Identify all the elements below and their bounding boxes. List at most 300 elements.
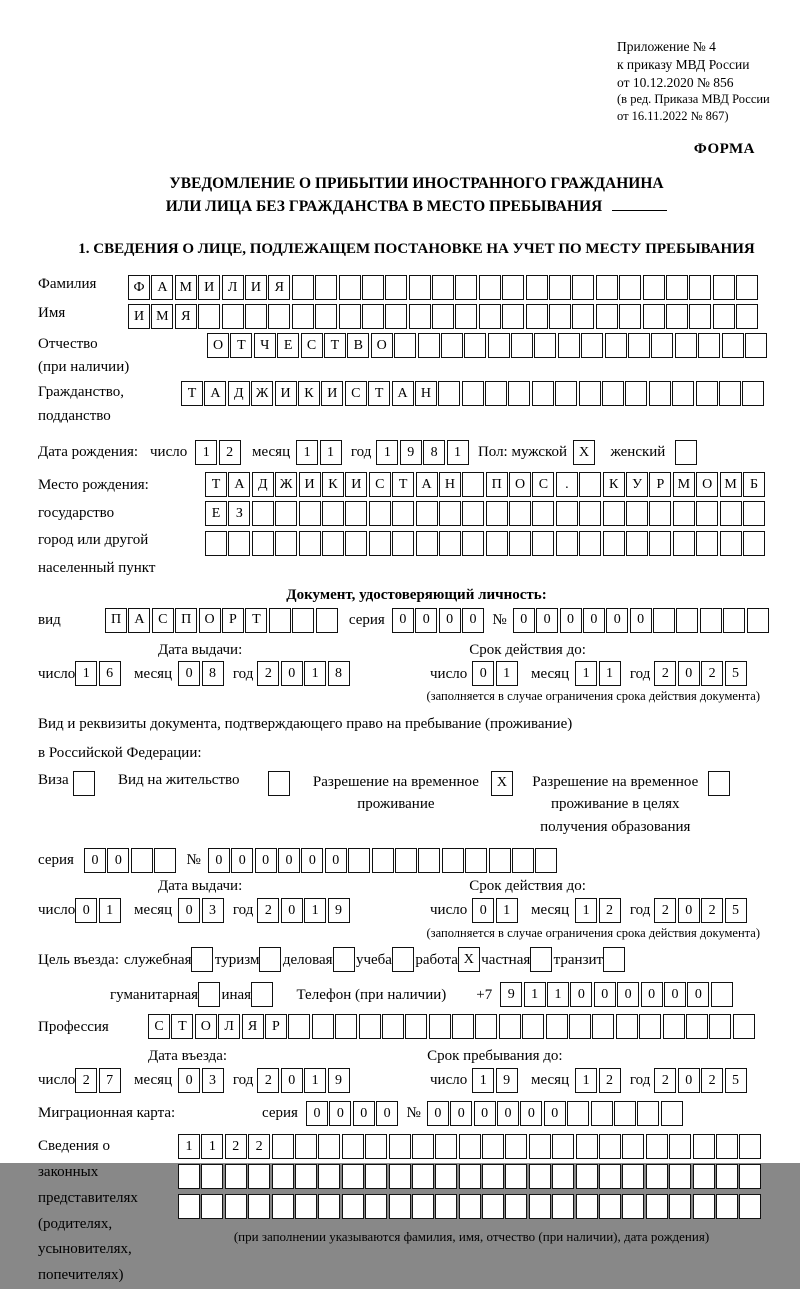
representatives-row1-boxes-cell[interactable] [342, 1134, 364, 1159]
stay-year-cell[interactable]: 0 [678, 1068, 700, 1093]
phone-boxes-cell[interactable]: 1 [524, 982, 546, 1007]
birthplace-row1-boxes-cell[interactable]: Ж [275, 472, 297, 497]
name-boxes-cell[interactable]: М [151, 304, 173, 329]
representatives-row1-boxes-cell[interactable] [552, 1134, 574, 1159]
phone-boxes-cell[interactable]: 1 [547, 982, 569, 1007]
purpose-humanitarian-checkbox[interactable] [198, 982, 221, 1007]
birthplace-row1-boxes-cell[interactable]: М [673, 472, 695, 497]
doc-series-boxes-cell[interactable]: 0 [462, 608, 484, 633]
name-boxes[interactable] [128, 304, 760, 329]
migration-number-boxes-cell[interactable] [591, 1101, 613, 1126]
birthplace-row2-boxes-cell[interactable] [252, 501, 274, 526]
stay-month-cell[interactable]: 2 [599, 1068, 621, 1093]
representatives-row1-boxes-cell[interactable] [389, 1134, 411, 1159]
representatives-row1-boxes-cell[interactable]: 1 [178, 1134, 200, 1159]
representatives-row2-boxes-cell[interactable] [201, 1164, 223, 1189]
permit-number-boxes-cell[interactable] [489, 848, 511, 873]
surname-boxes-cell[interactable] [502, 275, 524, 300]
birthplace-row1-boxes-cell[interactable]: А [228, 472, 250, 497]
representatives-row1-boxes-cell[interactable]: 2 [248, 1134, 270, 1159]
patronymic-boxes-cell[interactable] [722, 333, 744, 358]
patronymic-boxes-cell[interactable] [394, 333, 416, 358]
purpose-tourism-checkbox-cell[interactable] [259, 947, 281, 972]
representatives-row3-boxes-cell[interactable] [412, 1194, 434, 1219]
citizenship-boxes-cell[interactable]: И [321, 381, 343, 406]
representatives-row3-boxes-cell[interactable] [389, 1194, 411, 1219]
birthplace-row3-boxes-cell[interactable] [369, 531, 391, 556]
permit-issue-month-cell[interactable]: 3 [202, 898, 224, 923]
doc-expiry-year[interactable] [654, 661, 748, 686]
citizenship-boxes-cell[interactable] [719, 381, 741, 406]
doc-number-boxes-cell[interactable] [747, 608, 769, 633]
surname-boxes-cell[interactable] [409, 275, 431, 300]
citizenship-boxes-cell[interactable] [602, 381, 624, 406]
name-boxes-cell[interactable] [666, 304, 688, 329]
representatives-row1-boxes[interactable] [178, 1134, 763, 1159]
name-boxes-cell[interactable] [292, 304, 314, 329]
temp-residence-checkbox[interactable] [491, 771, 514, 796]
phone-boxes-cell[interactable]: 0 [664, 982, 686, 1007]
representatives-row2-boxes-cell[interactable] [576, 1164, 598, 1189]
name-boxes-cell[interactable] [736, 304, 758, 329]
doc-number-boxes-cell[interactable] [700, 608, 722, 633]
permit-issue-day[interactable] [75, 898, 122, 923]
name-boxes-cell[interactable] [222, 304, 244, 329]
surname-boxes-cell[interactable] [385, 275, 407, 300]
stay-year-cell[interactable]: 5 [725, 1068, 747, 1093]
purpose-private-checkbox-cell[interactable] [530, 947, 552, 972]
doc-issue-year[interactable] [257, 661, 351, 686]
permit-issue-day-cell[interactable]: 1 [99, 898, 121, 923]
permit-expiry-day[interactable] [472, 898, 519, 923]
representatives-row2-boxes-cell[interactable] [599, 1164, 621, 1189]
profession-boxes-cell[interactable] [663, 1014, 685, 1039]
representatives-row1-boxes-cell[interactable]: 1 [201, 1134, 223, 1159]
phone-boxes-cell[interactable] [711, 982, 733, 1007]
surname-boxes-cell[interactable] [549, 275, 571, 300]
doc-issue-day-cell[interactable]: 1 [75, 661, 97, 686]
purpose-work-checkbox[interactable] [458, 947, 481, 972]
permit-number-boxes-cell[interactable] [348, 848, 370, 873]
permit-series-boxes-cell[interactable] [154, 848, 176, 873]
purpose-work-checkbox-cell[interactable]: X [458, 947, 480, 972]
profession-boxes-cell[interactable] [405, 1014, 427, 1039]
birthplace-row1-boxes[interactable] [205, 472, 766, 497]
citizenship-boxes-cell[interactable] [532, 381, 554, 406]
patronymic-boxes-cell[interactable]: В [347, 333, 369, 358]
purpose-study-checkbox-cell[interactable] [392, 947, 414, 972]
surname-boxes-cell[interactable] [572, 275, 594, 300]
permit-issue-year-cell[interactable]: 0 [281, 898, 303, 923]
profession-boxes-cell[interactable] [312, 1014, 334, 1039]
birthplace-row2-boxes-cell[interactable] [696, 501, 718, 526]
citizenship-boxes[interactable] [181, 381, 766, 406]
representatives-row3-boxes-cell[interactable] [552, 1194, 574, 1219]
birthplace-row2-boxes-cell[interactable] [416, 501, 438, 526]
birthplace-row2-boxes-cell[interactable]: Е [205, 501, 227, 526]
representatives-row3-boxes-cell[interactable] [622, 1194, 644, 1219]
birthplace-row3-boxes-cell[interactable] [673, 531, 695, 556]
stay-month-cell[interactable]: 1 [575, 1068, 597, 1093]
profession-boxes-cell[interactable] [429, 1014, 451, 1039]
doc-number-boxes[interactable] [513, 608, 770, 633]
representatives-row2-boxes-cell[interactable] [178, 1164, 200, 1189]
profession-boxes-cell[interactable] [592, 1014, 614, 1039]
sex-male-checkbox[interactable] [573, 440, 596, 465]
birthplace-row2-boxes-cell[interactable] [486, 501, 508, 526]
profession-boxes-cell[interactable] [335, 1014, 357, 1039]
profession-boxes-cell[interactable] [499, 1014, 521, 1039]
purpose-business-checkbox-cell[interactable] [333, 947, 355, 972]
citizenship-boxes-cell[interactable]: А [392, 381, 414, 406]
doc-series-boxes-cell[interactable]: 0 [439, 608, 461, 633]
representatives-row3-boxes-cell[interactable] [599, 1194, 621, 1219]
purpose-tourism-checkbox[interactable] [259, 947, 282, 972]
purpose-business-checkbox[interactable] [333, 947, 356, 972]
representatives-row1-boxes-cell[interactable]: 2 [225, 1134, 247, 1159]
citizenship-boxes-cell[interactable] [508, 381, 530, 406]
surname-boxes[interactable] [128, 275, 760, 300]
permit-expiry-year-cell[interactable]: 2 [701, 898, 723, 923]
doc-number-boxes-cell[interactable]: 0 [606, 608, 628, 633]
patronymic-boxes-cell[interactable] [698, 333, 720, 358]
permit-number-boxes-cell[interactable] [535, 848, 557, 873]
doc-number-boxes-cell[interactable] [723, 608, 745, 633]
representatives-row3-boxes-cell[interactable] [342, 1194, 364, 1219]
surname-boxes-cell[interactable]: Л [222, 275, 244, 300]
sex-female-checkbox[interactable] [675, 440, 698, 465]
profession-boxes-cell[interactable] [359, 1014, 381, 1039]
representatives-row2-boxes-cell[interactable] [739, 1164, 761, 1189]
permit-number-boxes-cell[interactable]: 0 [231, 848, 253, 873]
entry-day-cell[interactable]: 2 [75, 1068, 97, 1093]
birth-month-boxes[interactable] [296, 440, 343, 465]
representatives-row3-boxes-cell[interactable] [201, 1194, 223, 1219]
profession-boxes-cell[interactable] [733, 1014, 755, 1039]
birthplace-row2-boxes-cell[interactable]: З [228, 501, 250, 526]
migration-number-boxes-cell[interactable]: 0 [427, 1101, 449, 1126]
birthplace-row1-boxes-cell[interactable]: У [626, 472, 648, 497]
birthplace-row2-boxes-cell[interactable] [369, 501, 391, 526]
representatives-row2-boxes-cell[interactable] [622, 1164, 644, 1189]
permit-issue-month-cell[interactable]: 0 [178, 898, 200, 923]
birthplace-row3-boxes-cell[interactable] [345, 531, 367, 556]
birthplace-row3-boxes-cell[interactable] [509, 531, 531, 556]
profession-boxes-cell[interactable]: Л [218, 1014, 240, 1039]
name-boxes-cell[interactable] [713, 304, 735, 329]
surname-boxes-cell[interactable]: М [175, 275, 197, 300]
patronymic-boxes-cell[interactable] [488, 333, 510, 358]
representatives-row2-boxes-cell[interactable] [412, 1164, 434, 1189]
representatives-row3-boxes-cell[interactable] [482, 1194, 504, 1219]
name-boxes-cell[interactable] [362, 304, 384, 329]
citizenship-boxes-cell[interactable]: Ж [251, 381, 273, 406]
birth-month-boxes-cell[interactable]: 1 [296, 440, 318, 465]
permit-number-boxes-cell[interactable]: 0 [278, 848, 300, 873]
representatives-row2-boxes-cell[interactable] [669, 1164, 691, 1189]
permit-series-boxes-cell[interactable]: 0 [84, 848, 106, 873]
citizenship-boxes-cell[interactable] [485, 381, 507, 406]
name-boxes-cell[interactable] [339, 304, 361, 329]
representatives-row3-boxes-cell[interactable] [295, 1194, 317, 1219]
profession-boxes-cell[interactable] [522, 1014, 544, 1039]
entry-year-cell[interactable]: 0 [281, 1068, 303, 1093]
citizenship-boxes-cell[interactable] [696, 381, 718, 406]
entry-month-cell[interactable]: 3 [202, 1068, 224, 1093]
surname-boxes-cell[interactable] [619, 275, 641, 300]
stay-day-cell[interactable]: 9 [496, 1068, 518, 1093]
surname-boxes-cell[interactable] [339, 275, 361, 300]
doc-issue-year-cell[interactable]: 2 [257, 661, 279, 686]
permit-issue-day-cell[interactable]: 0 [75, 898, 97, 923]
birthplace-row3-boxes-cell[interactable] [743, 531, 765, 556]
permit-expiry-year-cell[interactable]: 5 [725, 898, 747, 923]
representatives-row3-boxes-cell[interactable] [225, 1194, 247, 1219]
birthplace-row3-boxes-cell[interactable] [228, 531, 250, 556]
representatives-row1-boxes-cell[interactable] [716, 1134, 738, 1159]
permit-number-boxes-cell[interactable]: 0 [208, 848, 230, 873]
representatives-row2-boxes-cell[interactable] [505, 1164, 527, 1189]
patronymic-boxes-cell[interactable]: Т [324, 333, 346, 358]
surname-boxes-cell[interactable] [432, 275, 454, 300]
birth-day-boxes-cell[interactable]: 2 [219, 440, 241, 465]
surname-boxes-cell[interactable] [713, 275, 735, 300]
migration-number-boxes-cell[interactable]: 0 [544, 1101, 566, 1126]
name-boxes-cell[interactable] [409, 304, 431, 329]
doc-type-boxes-cell[interactable]: С [152, 608, 174, 633]
representatives-row2-boxes-cell[interactable] [482, 1164, 504, 1189]
birthplace-row3-boxes-cell[interactable] [486, 531, 508, 556]
name-boxes-cell[interactable]: И [128, 304, 150, 329]
permit-number-boxes-cell[interactable] [442, 848, 464, 873]
purpose-transit-checkbox[interactable] [603, 947, 626, 972]
birthplace-row3-boxes-cell[interactable] [603, 531, 625, 556]
profession-boxes-cell[interactable]: Р [265, 1014, 287, 1039]
patronymic-boxes-cell[interactable]: Ч [254, 333, 276, 358]
stay-year[interactable] [654, 1068, 748, 1093]
purpose-humanitarian-checkbox-cell[interactable] [198, 982, 220, 1007]
birthplace-row2-boxes-cell[interactable] [275, 501, 297, 526]
birthplace-row1-boxes-cell[interactable] [462, 472, 484, 497]
temp-residence-edu-checkbox[interactable] [708, 771, 731, 796]
migration-number-boxes-cell[interactable] [614, 1101, 636, 1126]
name-boxes-cell[interactable] [549, 304, 571, 329]
representatives-row3-boxes-cell[interactable] [576, 1194, 598, 1219]
surname-boxes-cell[interactable] [596, 275, 618, 300]
patronymic-boxes-cell[interactable]: С [301, 333, 323, 358]
doc-issue-year-cell[interactable]: 8 [328, 661, 350, 686]
citizenship-boxes-cell[interactable] [672, 381, 694, 406]
permit-issue-year[interactable] [257, 898, 351, 923]
patronymic-boxes-cell[interactable]: Е [277, 333, 299, 358]
residence-permit-checkbox-cell[interactable] [268, 771, 290, 796]
doc-issue-day[interactable] [75, 661, 122, 686]
birthplace-row3-boxes[interactable] [205, 531, 766, 556]
stay-month[interactable] [575, 1068, 622, 1093]
patronymic-boxes-cell[interactable] [441, 333, 463, 358]
surname-boxes-cell[interactable]: И [245, 275, 267, 300]
patronymic-boxes-cell[interactable]: Т [230, 333, 252, 358]
birth-year-boxes-cell[interactable]: 8 [423, 440, 445, 465]
birthplace-row2-boxes-cell[interactable] [720, 501, 742, 526]
representatives-row2-boxes-cell[interactable] [716, 1164, 738, 1189]
permit-number-boxes-cell[interactable] [418, 848, 440, 873]
citizenship-boxes-cell[interactable]: И [275, 381, 297, 406]
birthplace-row3-boxes-cell[interactable] [462, 531, 484, 556]
patronymic-boxes-cell[interactable] [418, 333, 440, 358]
citizenship-boxes-cell[interactable] [438, 381, 460, 406]
doc-expiry-day[interactable] [472, 661, 519, 686]
birthplace-row1-boxes-cell[interactable]: А [416, 472, 438, 497]
citizenship-boxes-cell[interactable]: Т [368, 381, 390, 406]
entry-month-cell[interactable]: 0 [178, 1068, 200, 1093]
representatives-row2-boxes[interactable] [178, 1164, 763, 1189]
representatives-row2-boxes-cell[interactable] [295, 1164, 317, 1189]
representatives-row3-boxes-cell[interactable] [459, 1194, 481, 1219]
patronymic-boxes-cell[interactable]: О [371, 333, 393, 358]
permit-number-boxes-cell[interactable] [465, 848, 487, 873]
doc-issue-day-cell[interactable]: 6 [99, 661, 121, 686]
doc-issue-month-cell[interactable]: 8 [202, 661, 224, 686]
birthplace-row3-boxes-cell[interactable] [205, 531, 227, 556]
doc-type-boxes-cell[interactable]: Т [245, 608, 267, 633]
citizenship-boxes-cell[interactable] [649, 381, 671, 406]
representatives-row1-boxes-cell[interactable] [318, 1134, 340, 1159]
name-boxes-cell[interactable] [526, 304, 548, 329]
migration-number-boxes-cell[interactable]: 0 [474, 1101, 496, 1126]
surname-boxes-cell[interactable] [479, 275, 501, 300]
doc-expiry-day-cell[interactable]: 1 [496, 661, 518, 686]
name-boxes-cell[interactable] [198, 304, 220, 329]
permit-issue-year-cell[interactable]: 9 [328, 898, 350, 923]
permit-series-boxes[interactable] [84, 848, 178, 873]
birthplace-row2-boxes-cell[interactable] [556, 501, 578, 526]
birthplace-row1-boxes-cell[interactable]: Д [252, 472, 274, 497]
birthplace-row3-boxes-cell[interactable] [696, 531, 718, 556]
representatives-row3-boxes-cell[interactable] [669, 1194, 691, 1219]
profession-boxes-cell[interactable] [546, 1014, 568, 1039]
birthplace-row3-boxes-cell[interactable] [532, 531, 554, 556]
birthplace-row1-boxes-cell[interactable]: О [696, 472, 718, 497]
doc-type-boxes-cell[interactable]: П [105, 608, 127, 633]
profession-boxes-cell[interactable]: С [148, 1014, 170, 1039]
stay-year-cell[interactable]: 2 [654, 1068, 676, 1093]
representatives-row1-boxes-cell[interactable] [622, 1134, 644, 1159]
citizenship-boxes-cell[interactable] [555, 381, 577, 406]
surname-boxes-cell[interactable]: Ф [128, 275, 150, 300]
profession-boxes-cell[interactable] [616, 1014, 638, 1039]
birthplace-row1-boxes-cell[interactable]: С [532, 472, 554, 497]
phone-boxes-cell[interactable]: 0 [570, 982, 592, 1007]
purpose-private-checkbox[interactable] [530, 947, 553, 972]
representatives-row1-boxes-cell[interactable] [576, 1134, 598, 1159]
permit-number-boxes-cell[interactable] [395, 848, 417, 873]
entry-day[interactable] [75, 1068, 122, 1093]
birthplace-row1-boxes-cell[interactable]: Б [743, 472, 765, 497]
doc-issue-year-cell[interactable]: 0 [281, 661, 303, 686]
profession-boxes-cell[interactable] [452, 1014, 474, 1039]
stay-day[interactable] [472, 1068, 519, 1093]
permit-issue-year-cell[interactable]: 2 [257, 898, 279, 923]
birthplace-row1-boxes-cell[interactable]: Р [649, 472, 671, 497]
name-boxes-cell[interactable] [479, 304, 501, 329]
surname-boxes-cell[interactable] [736, 275, 758, 300]
doc-number-boxes-cell[interactable]: 0 [583, 608, 605, 633]
doc-series-boxes[interactable] [392, 608, 486, 633]
sex-female-checkbox-cell[interactable] [675, 440, 697, 465]
name-boxes-cell[interactable] [619, 304, 641, 329]
migration-series-boxes-cell[interactable]: 0 [329, 1101, 351, 1126]
doc-type-boxes-cell[interactable] [316, 608, 338, 633]
representatives-row3-boxes-cell[interactable] [272, 1194, 294, 1219]
purpose-transit-checkbox-cell[interactable] [603, 947, 625, 972]
patronymic-boxes-cell[interactable] [581, 333, 603, 358]
doc-type-boxes[interactable] [105, 608, 339, 633]
citizenship-boxes-cell[interactable]: А [204, 381, 226, 406]
birthplace-row2-boxes-cell[interactable] [322, 501, 344, 526]
citizenship-boxes-cell[interactable]: С [345, 381, 367, 406]
birthplace-row3-boxes-cell[interactable] [556, 531, 578, 556]
doc-expiry-month[interactable] [575, 661, 622, 686]
profession-boxes-cell[interactable] [639, 1014, 661, 1039]
profession-boxes-cell[interactable]: Т [171, 1014, 193, 1039]
residence-permit-checkbox[interactable] [268, 771, 291, 796]
representatives-row1-boxes-cell[interactable] [365, 1134, 387, 1159]
representatives-row3-boxes-cell[interactable] [505, 1194, 527, 1219]
patronymic-boxes-cell[interactable] [511, 333, 533, 358]
birth-year-boxes-cell[interactable]: 9 [400, 440, 422, 465]
migration-series-boxes-cell[interactable]: 0 [306, 1101, 328, 1126]
entry-month[interactable] [178, 1068, 225, 1093]
sex-male-checkbox-cell[interactable]: X [573, 440, 595, 465]
representatives-row2-boxes-cell[interactable] [435, 1164, 457, 1189]
representatives-row3-boxes-cell[interactable] [365, 1194, 387, 1219]
entry-year-cell[interactable]: 9 [328, 1068, 350, 1093]
representatives-row2-boxes-cell[interactable] [693, 1164, 715, 1189]
doc-expiry-day-cell[interactable]: 0 [472, 661, 494, 686]
representatives-row2-boxes-cell[interactable] [389, 1164, 411, 1189]
doc-expiry-year-cell[interactable]: 5 [725, 661, 747, 686]
birthplace-row1-boxes-cell[interactable]: Т [205, 472, 227, 497]
permit-number-boxes[interactable] [208, 848, 559, 873]
representatives-row2-boxes-cell[interactable] [529, 1164, 551, 1189]
representatives-row1-boxes-cell[interactable] [412, 1134, 434, 1159]
citizenship-boxes-cell[interactable]: Т [181, 381, 203, 406]
visa-checkbox[interactable] [73, 771, 96, 796]
citizenship-boxes-cell[interactable]: К [298, 381, 320, 406]
doc-expiry-month-cell[interactable]: 1 [599, 661, 621, 686]
name-boxes-cell[interactable] [643, 304, 665, 329]
doc-type-boxes-cell[interactable]: П [175, 608, 197, 633]
doc-number-boxes-cell[interactable]: 0 [513, 608, 535, 633]
representatives-row3-boxes-cell[interactable] [693, 1194, 715, 1219]
stay-day-cell[interactable]: 1 [472, 1068, 494, 1093]
name-boxes-cell[interactable] [689, 304, 711, 329]
name-boxes-cell[interactable]: Я [175, 304, 197, 329]
profession-boxes-cell[interactable] [382, 1014, 404, 1039]
birth-year-boxes-cell[interactable]: 1 [447, 440, 469, 465]
doc-issue-year-cell[interactable]: 1 [304, 661, 326, 686]
permit-number-boxes-cell[interactable] [372, 848, 394, 873]
name-boxes-cell[interactable] [502, 304, 524, 329]
citizenship-boxes-cell[interactable]: Н [415, 381, 437, 406]
birthplace-row3-boxes-cell[interactable] [252, 531, 274, 556]
permit-number-boxes-cell[interactable]: 0 [301, 848, 323, 873]
representatives-row2-boxes-cell[interactable] [646, 1164, 668, 1189]
birthplace-row2-boxes-cell[interactable] [649, 501, 671, 526]
permit-expiry-day-cell[interactable]: 0 [472, 898, 494, 923]
birthplace-row1-boxes-cell[interactable]: М [720, 472, 742, 497]
